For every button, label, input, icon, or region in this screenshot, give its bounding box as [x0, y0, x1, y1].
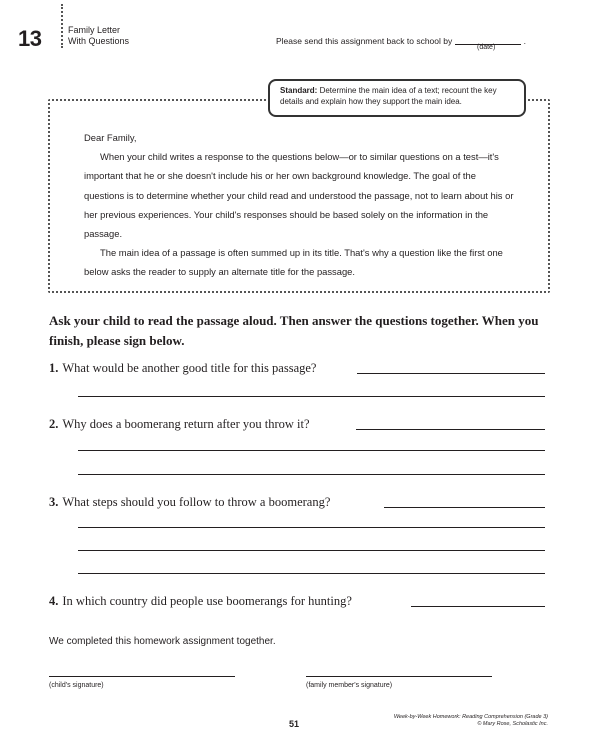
question-4 — [49, 594, 352, 609]
child-signature-line[interactable] — [49, 676, 235, 677]
standard-callout — [268, 79, 526, 117]
question-text: Why does a boomerang return after you throw it? — [62, 417, 310, 431]
date-label: (date) — [477, 44, 496, 51]
book-title: Week-by-Week Homework: Reading Comprehension (Grade 3) — [393, 714, 548, 720]
standard-label: Standard: — [280, 86, 318, 95]
page-number: 51 — [289, 719, 300, 729]
answer-line[interactable] — [78, 527, 545, 528]
copyright: © Mary Rose, Scholastic Inc. — [477, 721, 548, 727]
lesson-title-line2: With Questions — [68, 36, 130, 46]
answer-line[interactable] — [384, 507, 545, 508]
header-divider — [61, 4, 63, 48]
question-2 — [49, 417, 310, 432]
family-signature-label: (family member's signature) — [306, 682, 393, 689]
letter-paragraph-2: The main idea of a passage is often summed up in its title. That's why a question like the first one below asks the reader to supply an alternate title for the passage. — [84, 247, 503, 278]
question-number: 4. — [49, 594, 59, 608]
family-signature-line[interactable] — [306, 676, 492, 677]
question-3 — [49, 495, 330, 510]
answer-line[interactable] — [411, 606, 545, 607]
instructions: Ask your child to read the passage aloud. Then answer the questions together. When you finish, please sign below. — [49, 313, 539, 348]
completion-statement: We completed this homework assignment together. — [49, 636, 276, 647]
answer-line[interactable] — [78, 474, 545, 475]
answer-line[interactable] — [357, 373, 545, 374]
answer-line[interactable] — [78, 450, 545, 451]
lesson-title-line1: Family Letter — [68, 25, 121, 35]
answer-line[interactable] — [356, 429, 545, 430]
lesson-number: 13 — [18, 26, 42, 51]
lesson-title — [68, 25, 129, 47]
answer-line[interactable] — [78, 573, 545, 574]
question-number: 3. — [49, 495, 59, 509]
answer-line[interactable] — [78, 396, 545, 397]
family-letter — [84, 128, 516, 282]
question-number: 2. — [49, 417, 59, 431]
question-text: What would be another good title for this passage? — [62, 361, 317, 375]
child-signature-label: (child's signature) — [49, 682, 104, 689]
question-text: In which country did people use boomerangs for hunting? — [62, 594, 352, 608]
letter-greeting: Dear Family, — [84, 132, 137, 143]
standard-text: Determine the main idea of a text; recount the key details and explain how they support the main idea. — [280, 86, 497, 106]
send-back-text: Please send this assignment back to school by — [276, 36, 453, 46]
question-1 — [49, 361, 316, 376]
letter-paragraph-1: When your child writes a response to the questions below—or to similar questions on a test—it's important that he or she doesn't include his or her own background knowledge. The goal of the questions is to determine whether your child read and understood the passage, not to learn about his or her previous experiences. Your child's responses should be based solely on the information in the passage. — [84, 151, 514, 240]
send-back-instruction: Please send this assignment back to school by . — [276, 36, 526, 46]
answer-line[interactable] — [78, 550, 545, 551]
question-number: 1. — [49, 361, 59, 375]
footer-credits — [388, 714, 548, 728]
question-text: What steps should you follow to throw a boomerang? — [62, 495, 331, 509]
